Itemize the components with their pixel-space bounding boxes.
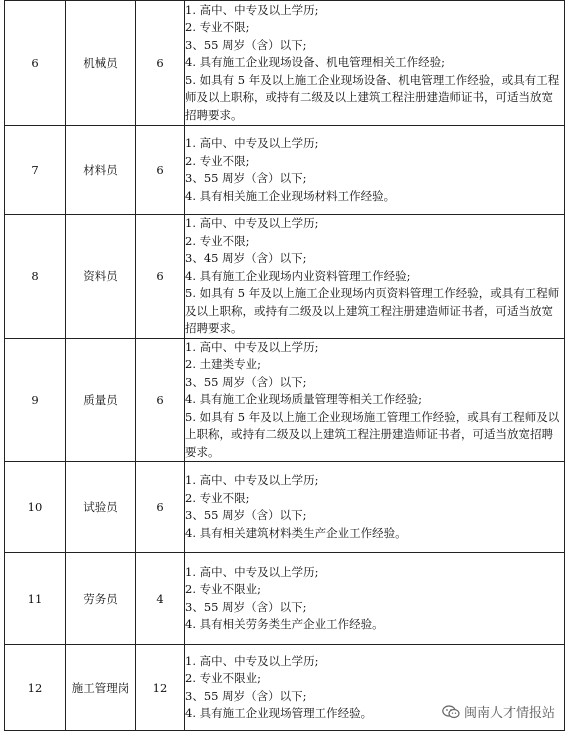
requirement-line: 2. 专业不限业; bbox=[185, 671, 262, 685]
table-row bbox=[5, 215, 565, 339]
requirement-line: 2. 土建类专业; bbox=[185, 357, 262, 371]
headcount: 12 bbox=[136, 645, 185, 731]
row-number: 9 bbox=[5, 338, 66, 462]
table-row bbox=[5, 126, 565, 215]
job-title: 劳务员 bbox=[66, 553, 136, 645]
row-number: 11 bbox=[5, 553, 66, 645]
requirement-line: 5. 如具有 5 年及以上施工企业现场内页资料管理工作经验，或具有工程师及以上职称，或持有二级及以上建筑工程注册建造师证书者，可适当放宽招聘要求。 bbox=[185, 286, 560, 335]
requirement-line: 4. 具有施工企业现场内业资料管理工作经验; bbox=[185, 268, 411, 283]
requirement-line: 1. 高中、中专及以上学历; bbox=[185, 2, 319, 17]
row-number: 6 bbox=[5, 1, 66, 126]
headcount: 4 bbox=[136, 553, 185, 645]
job-title: 材料员 bbox=[66, 126, 136, 215]
requirement-line: 4. 具有相关施工企业现场材料工作经验。 bbox=[185, 188, 396, 203]
row-number: 7 bbox=[5, 126, 66, 215]
requirements-cell bbox=[185, 462, 565, 553]
requirement-line: 4. 具有施工企业现场管理工作经验。 bbox=[185, 706, 373, 720]
headcount: 6 bbox=[136, 126, 185, 215]
requirement-line: 1. 高中、中专及以上学历; bbox=[185, 339, 319, 354]
job-title: 机械员 bbox=[66, 1, 136, 126]
table-body bbox=[5, 1, 565, 731]
requirement-line: 1. 高中、中专及以上学历; bbox=[185, 136, 319, 150]
requirements-cell bbox=[185, 338, 565, 462]
headcount: 6 bbox=[136, 462, 185, 553]
headcount: 6 bbox=[136, 338, 185, 462]
requirement-line: 5. 如具有 5 年及以上施工企业现场设备、机电管理工作经验，或具有工程师及以上职称，或持有二级及以上建筑工程注册建造师证书，可适当放宽招聘要求。 bbox=[185, 72, 560, 122]
job-title: 试验员 bbox=[66, 462, 136, 553]
requirement-line: 1. 高中、中专及以上学历; bbox=[185, 653, 319, 668]
requirements-cell bbox=[185, 126, 565, 215]
requirements-cell bbox=[185, 553, 565, 645]
requirements-cell bbox=[185, 1, 565, 126]
requirement-line: 3、55 周岁（含）以下; bbox=[185, 171, 307, 185]
requirement-line: 2. 专业不限业; bbox=[185, 582, 262, 596]
row-number: 12 bbox=[5, 645, 66, 731]
requirement-line: 4. 具有施工企业现场设备、机电管理相关工作经验; bbox=[185, 55, 445, 70]
requirement-line: 4. 具有相关建筑材料类生产企业工作经验。 bbox=[185, 525, 407, 540]
table-row bbox=[5, 1, 565, 126]
requirement-line: 1. 高中、中专及以上学历; bbox=[185, 564, 319, 579]
table-row bbox=[5, 462, 565, 553]
watermark bbox=[440, 702, 557, 721]
job-requirements-table bbox=[4, 0, 565, 731]
requirement-line: 3、45 周岁（含）以下; bbox=[185, 251, 307, 265]
row-number: 8 bbox=[5, 215, 66, 339]
row-number: 10 bbox=[5, 462, 66, 553]
requirement-line: 3、55 周岁（含）以下; bbox=[185, 599, 307, 614]
job-title: 资料员 bbox=[66, 215, 136, 339]
requirement-line: 2. 专业不限; bbox=[185, 233, 250, 248]
job-title: 质量员 bbox=[66, 338, 136, 462]
requirement-line: 2. 专业不限; bbox=[185, 490, 250, 505]
job-title: 施工管理岗 bbox=[66, 645, 136, 731]
requirement-line: 3、55 周岁（含）以下; bbox=[185, 374, 307, 389]
requirement-line: 3、55 周岁（含）以下; bbox=[185, 37, 307, 52]
requirements-cell bbox=[185, 215, 565, 339]
requirement-line: 1. 高中、中专及以上学历; bbox=[185, 473, 319, 487]
watermark-text: 闽南人才情报站 bbox=[463, 706, 555, 721]
headcount: 6 bbox=[136, 1, 185, 126]
requirement-line: 2. 专业不限; bbox=[185, 153, 250, 168]
requirement-line: 4. 具有相关劳务类生产企业工作经验。 bbox=[185, 617, 384, 631]
table-row bbox=[5, 553, 565, 645]
requirement-line: 4. 具有施工企业现场质量管理等相关工作经验; bbox=[185, 392, 422, 406]
headcount: 6 bbox=[136, 215, 185, 339]
requirement-line: 5. 如具有 5 年及以上施工企业现场施工管理工作经验，或具有工程师及以上职称，或持有二级及以上建筑工程注册建造师证书者，可适当放宽招聘要求。 bbox=[185, 409, 560, 459]
requirement-line: 3、55 周岁（含）以下; bbox=[185, 688, 307, 703]
requirement-line: 1. 高中、中专及以上学历; bbox=[185, 216, 319, 230]
table-row bbox=[5, 338, 565, 462]
requirement-line: 3、55 周岁（含）以下; bbox=[185, 508, 307, 522]
requirement-line: 2. 专业不限; bbox=[185, 20, 250, 35]
wechat-icon bbox=[442, 705, 460, 719]
